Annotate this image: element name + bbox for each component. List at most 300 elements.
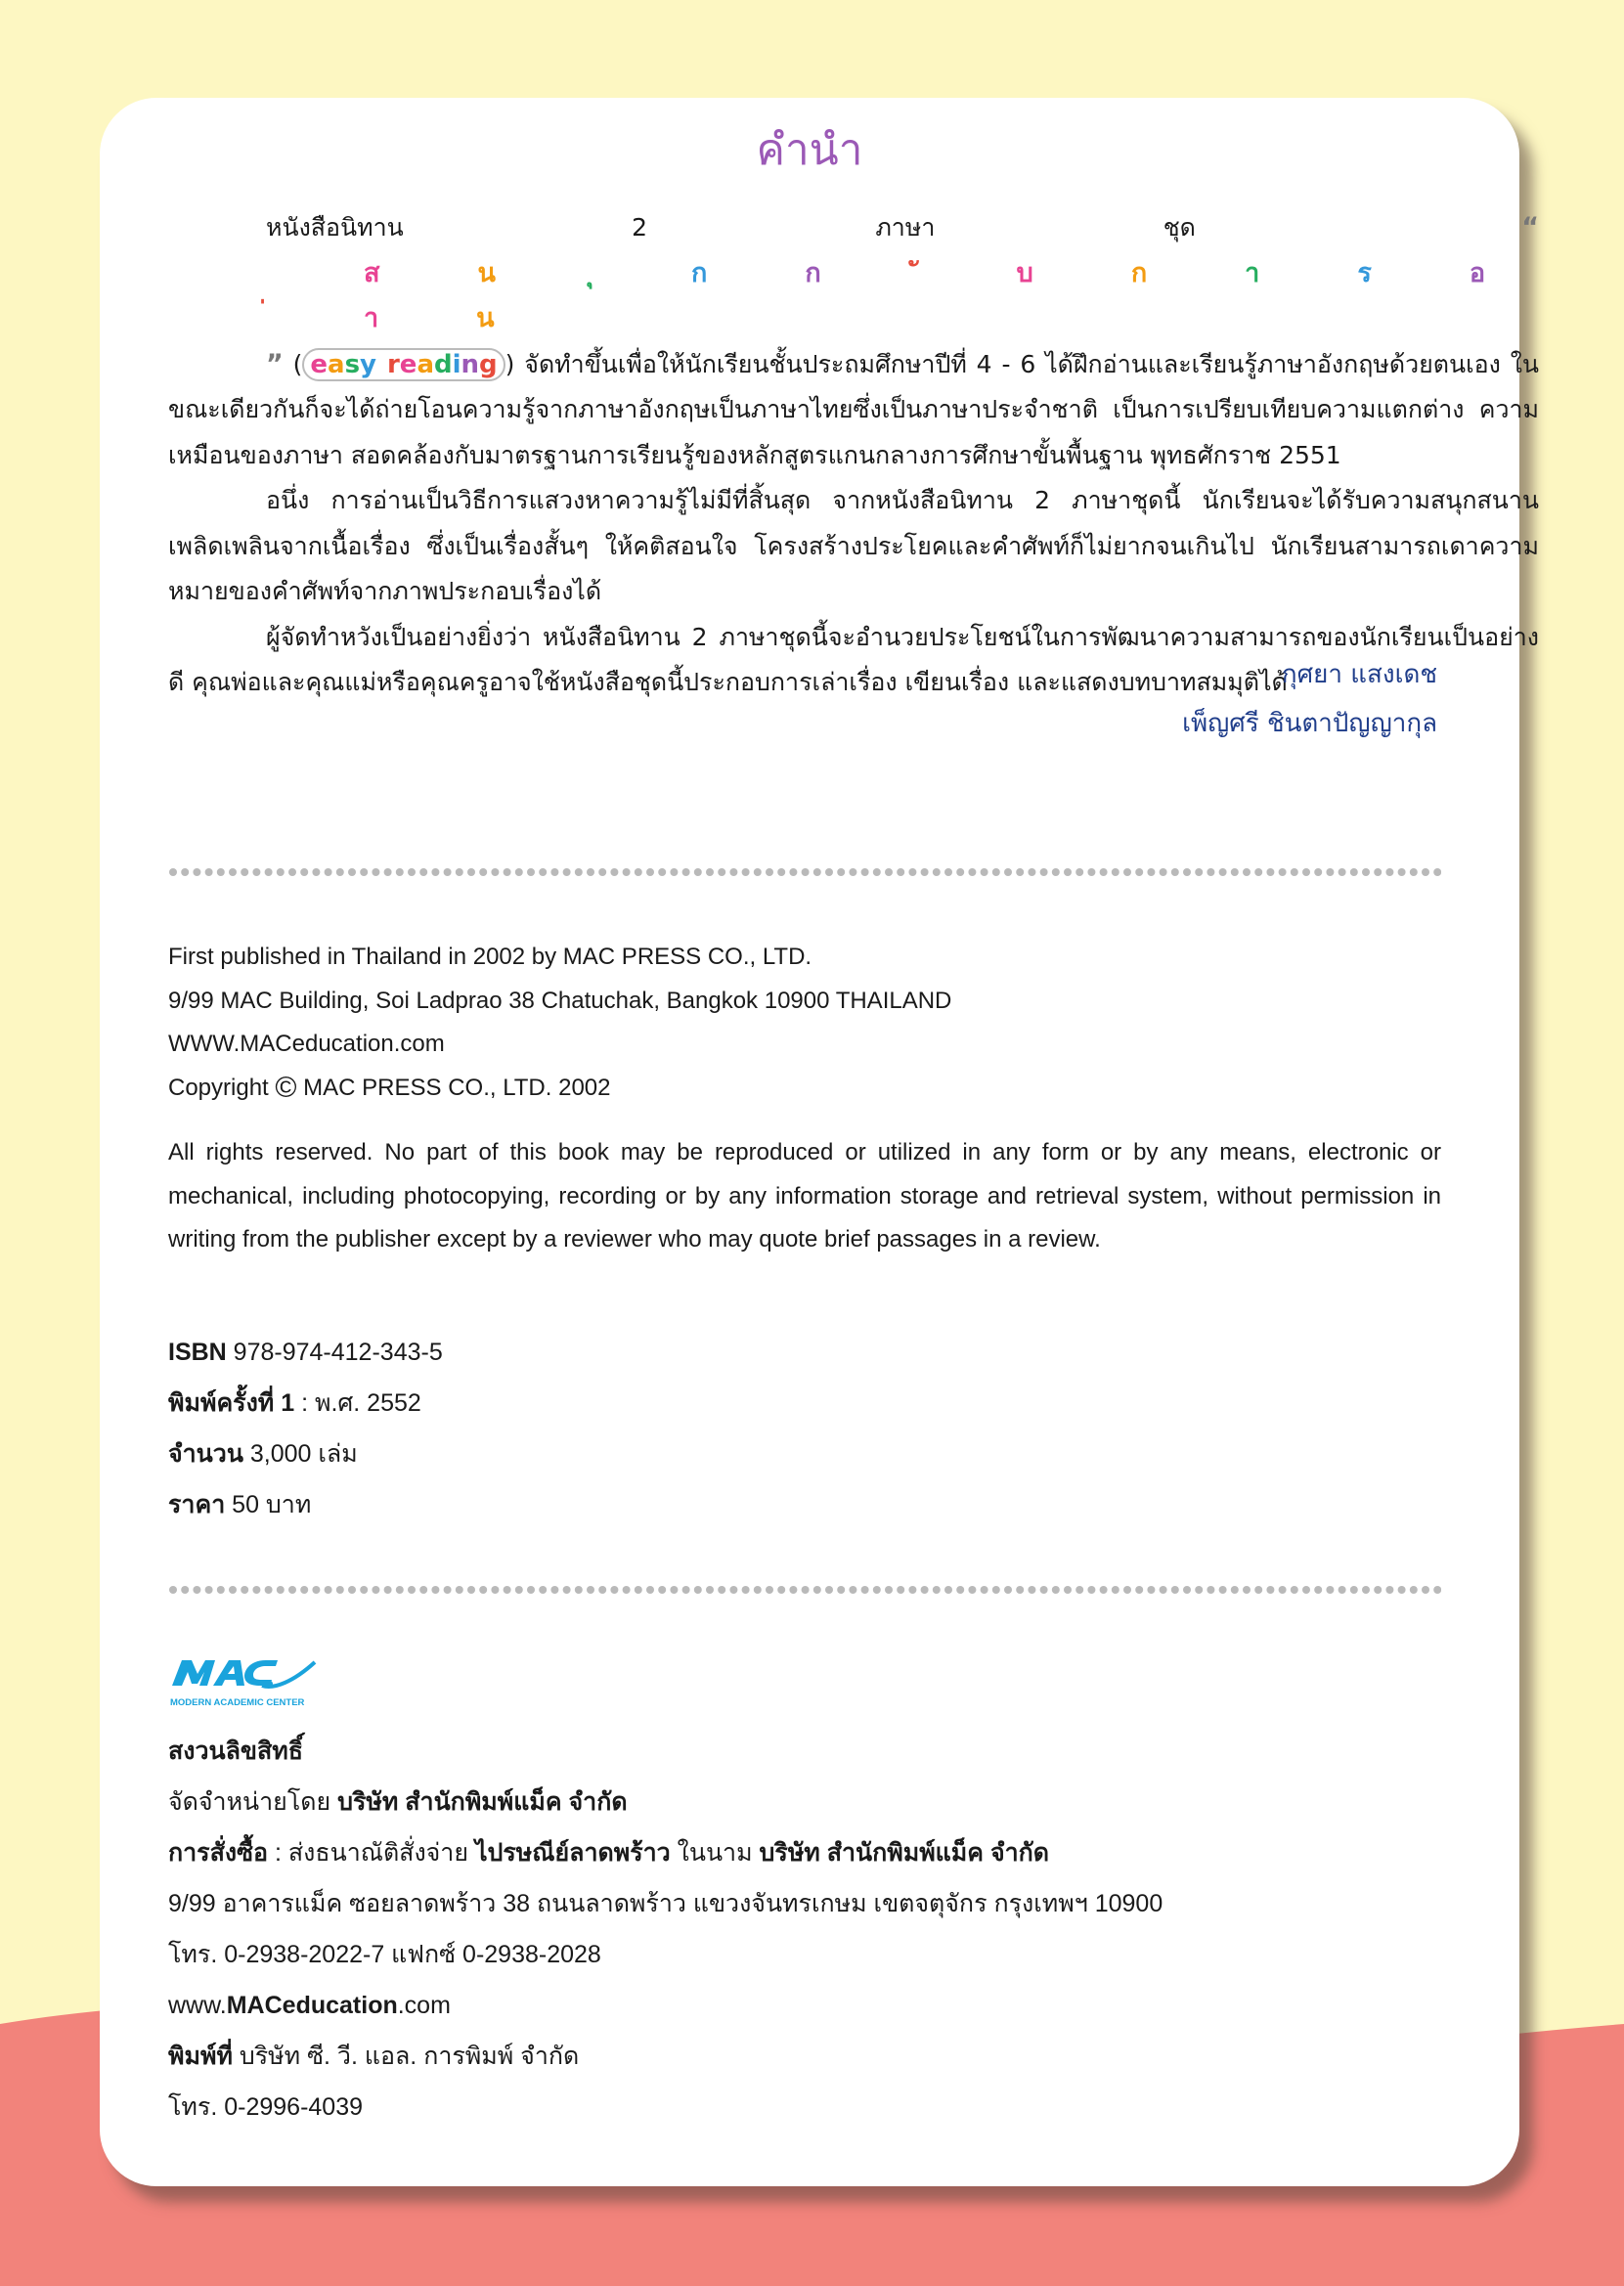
divider-dot bbox=[348, 868, 356, 876]
divider-dot bbox=[1064, 868, 1072, 876]
isbn-label: ISBN bbox=[168, 1339, 227, 1366]
divider-dot bbox=[491, 1586, 499, 1594]
series-letter: d bbox=[433, 349, 453, 379]
divider-dot bbox=[1410, 1586, 1418, 1594]
divider-dot bbox=[419, 868, 427, 876]
series-letter: n bbox=[461, 349, 480, 379]
divider-dot bbox=[1112, 868, 1119, 876]
divider-dot bbox=[550, 1586, 558, 1594]
paren-close: ) bbox=[505, 349, 525, 378]
divider-dot bbox=[515, 1586, 523, 1594]
divider-dot bbox=[444, 1586, 452, 1594]
series-letter: อ bbox=[1469, 257, 1486, 288]
divider-dot bbox=[1160, 1586, 1167, 1594]
divider-dot bbox=[515, 868, 523, 876]
divider-dot bbox=[181, 1586, 189, 1594]
divider-dot bbox=[861, 1586, 869, 1594]
divider-dot bbox=[1374, 1586, 1382, 1594]
order-line bbox=[168, 1827, 1163, 1878]
divider-dot bbox=[766, 1586, 773, 1594]
divider-dot bbox=[1291, 1586, 1298, 1594]
series-letter: ก bbox=[1130, 257, 1148, 288]
copyright-label: Copyright bbox=[168, 1074, 269, 1101]
divider-dot bbox=[777, 868, 785, 876]
order-text: : ส่งธนาณัติสั่งจ่าย bbox=[268, 1839, 475, 1867]
divider-dot bbox=[635, 1586, 642, 1594]
divider-dot bbox=[1398, 1586, 1406, 1594]
divider-dot bbox=[956, 1586, 964, 1594]
divider-dot bbox=[288, 1586, 296, 1594]
divider-dot bbox=[1314, 868, 1322, 876]
divider-dot bbox=[1422, 868, 1429, 876]
divider-dot bbox=[742, 868, 750, 876]
divider-dot bbox=[897, 1586, 904, 1594]
divider-dot bbox=[1243, 1586, 1251, 1594]
divider-dot bbox=[742, 1586, 750, 1594]
preface bbox=[168, 205, 1539, 706]
distributor-line bbox=[168, 1777, 1163, 1827]
divider-dot bbox=[706, 868, 714, 876]
divider-dot bbox=[1433, 1586, 1441, 1594]
divider-dot bbox=[610, 868, 618, 876]
divider-dot bbox=[1195, 1586, 1203, 1594]
divider-dot bbox=[646, 1586, 654, 1594]
reserved-label: สงวนลิขสิทธิ์ bbox=[168, 1737, 304, 1765]
divider-dot bbox=[813, 868, 821, 876]
divider-dot bbox=[1231, 868, 1239, 876]
divider-dot bbox=[802, 868, 810, 876]
copyright-line bbox=[168, 1067, 1441, 1111]
divider-dot bbox=[1052, 868, 1060, 876]
divider-dot bbox=[360, 868, 368, 876]
divider-dot bbox=[1123, 1586, 1131, 1594]
web-prefix: www. bbox=[168, 1992, 227, 2019]
divider-dot bbox=[1075, 868, 1083, 876]
divider-dot bbox=[1314, 1586, 1322, 1594]
series-letter: a bbox=[417, 349, 434, 379]
divider-dot bbox=[1266, 868, 1274, 876]
series-name-text bbox=[168, 251, 1539, 342]
reserved-line bbox=[168, 1726, 1163, 1777]
divider-dot bbox=[718, 868, 725, 876]
divider-dot bbox=[623, 868, 631, 876]
divider-dot bbox=[908, 868, 916, 876]
divider-dot bbox=[336, 868, 344, 876]
series-letter: ร bbox=[1357, 257, 1372, 288]
divider-dot bbox=[300, 1586, 308, 1594]
divider-dot bbox=[981, 868, 988, 876]
divider-dot bbox=[1422, 1586, 1429, 1594]
divider-dot bbox=[813, 1586, 821, 1594]
divider-dot bbox=[1374, 868, 1382, 876]
price-value: 50 บาท bbox=[225, 1491, 312, 1518]
divider-dot bbox=[384, 868, 392, 876]
divider-dot bbox=[479, 868, 487, 876]
series-letter: y bbox=[360, 349, 376, 379]
divider-dot bbox=[933, 868, 941, 876]
page-card bbox=[100, 98, 1540, 2186]
series-letter: า bbox=[1245, 257, 1260, 288]
quote-open: “ bbox=[1521, 212, 1539, 242]
divider-dot bbox=[766, 868, 773, 876]
divider-dot bbox=[444, 868, 452, 876]
website-line bbox=[168, 1980, 1163, 2031]
divider-dot bbox=[1219, 1586, 1227, 1594]
divider-dot bbox=[527, 868, 535, 876]
divider-dot bbox=[1350, 1586, 1358, 1594]
quantity-line bbox=[168, 1429, 443, 1479]
divider-dot bbox=[992, 1586, 1000, 1594]
divider-dot bbox=[1135, 1586, 1143, 1594]
divider-dot bbox=[527, 1586, 535, 1594]
copyright-holder: MAC PRESS CO., LTD. 2002 bbox=[303, 1074, 611, 1101]
divider-dot bbox=[539, 868, 547, 876]
copyright-icon: © bbox=[275, 1071, 297, 1104]
divider-dot bbox=[325, 1586, 332, 1594]
divider-dot bbox=[550, 868, 558, 876]
divider-dot bbox=[575, 868, 583, 876]
divider-dot bbox=[1362, 1586, 1370, 1594]
paren-open: ( bbox=[283, 349, 303, 378]
divider-dot bbox=[789, 868, 797, 876]
divider-dot bbox=[396, 1586, 404, 1594]
series-letter bbox=[821, 251, 919, 297]
signer-1: กุศยา แสงเดช bbox=[1281, 660, 1437, 689]
divider-dot bbox=[873, 868, 881, 876]
quote-close: ” bbox=[266, 348, 284, 379]
divider-dot bbox=[1219, 868, 1227, 876]
divider-dot bbox=[789, 1586, 797, 1594]
divider-dot bbox=[504, 1586, 511, 1594]
divider-dot bbox=[1243, 868, 1251, 876]
divider-dot bbox=[563, 1586, 571, 1594]
divider-dot bbox=[1302, 1586, 1310, 1594]
divider-dot bbox=[825, 1586, 833, 1594]
divider-dot bbox=[598, 1586, 606, 1594]
printer-label: พิมพ์ที่ bbox=[168, 2043, 233, 2070]
series-letter: น bbox=[477, 257, 496, 288]
price-label: ราคา bbox=[168, 1491, 226, 1518]
divider-dot bbox=[1291, 868, 1298, 876]
divider-dot bbox=[1254, 1586, 1262, 1594]
divider-dot bbox=[1147, 868, 1155, 876]
divider-dot bbox=[729, 868, 737, 876]
divider-dot bbox=[968, 1586, 976, 1594]
divider-dot bbox=[1207, 1586, 1214, 1594]
divider-dot bbox=[1326, 868, 1334, 876]
pub-line-2: 9/99 MAC Building, Soi Ladprao 38 Chatuchak, Bangkok 10900 THAILAND bbox=[168, 987, 952, 1014]
divider-dot bbox=[1231, 1586, 1239, 1594]
book-meta bbox=[168, 1327, 443, 1530]
web-bold: MACeducation bbox=[226, 1992, 398, 2019]
divider-dot bbox=[193, 868, 200, 876]
divider-dot bbox=[1183, 868, 1191, 876]
series-letter: ก bbox=[805, 257, 821, 288]
divider-dot bbox=[1123, 868, 1131, 876]
order-mid: ในนาม bbox=[670, 1839, 760, 1867]
divider-dot bbox=[277, 868, 285, 876]
divider-dot bbox=[1254, 868, 1262, 876]
divider-dot bbox=[456, 1586, 463, 1594]
divider-dot bbox=[1028, 1586, 1035, 1594]
divider-dot bbox=[646, 868, 654, 876]
divider-dot bbox=[1433, 868, 1441, 876]
divider-dot bbox=[837, 1586, 845, 1594]
publication-info bbox=[168, 936, 1441, 1110]
edition-label: พิมพ์ครั้งที่ 1 bbox=[168, 1389, 295, 1417]
divider-dot bbox=[1016, 868, 1024, 876]
divider-dot bbox=[169, 868, 177, 876]
divider-dot bbox=[325, 868, 332, 876]
divider-dot bbox=[1135, 868, 1143, 876]
divider-dot bbox=[229, 1586, 237, 1594]
divider-dot bbox=[575, 1586, 583, 1594]
preface-paragraph-2: อนึ่ง การอ่านเป็นวิธีการแสวงหาความรู้ไม่มีที่สิ้นสุด จากหนังสือนิทาน 2 ภาษาชุดนี้ นักเรียนจะได้รับความสนุกสนานเพลิดเพลินจากเนื้อเรื่อง ซึ่งเป็นเรื่องสั้นๆ ให้คติสอนใจ โครงสร้างประโยคและคำศัพท์ก็ไม่ยากจนเกินไป นักเรียนสามารถเดาความหมายของคำศัพท์จากภาพประกอบเรื่องได้ bbox=[168, 486, 1539, 605]
divider-dot bbox=[944, 868, 952, 876]
divider-dot bbox=[754, 1586, 762, 1594]
divider-dot bbox=[241, 1586, 248, 1594]
divider-dot bbox=[456, 868, 463, 876]
divider-dot bbox=[336, 1586, 344, 1594]
divider-dot bbox=[921, 868, 929, 876]
mac-logo bbox=[168, 1652, 321, 1713]
divider-dot bbox=[706, 1586, 714, 1594]
divider-dot bbox=[563, 868, 571, 876]
divider-dot bbox=[252, 868, 260, 876]
printer-phone-line: โทร. 0-2996-4039 bbox=[168, 2093, 364, 2121]
divider-dot bbox=[992, 868, 1000, 876]
divider-dot bbox=[1040, 1586, 1048, 1594]
divider-dot bbox=[610, 1586, 618, 1594]
divider-dot bbox=[360, 1586, 368, 1594]
divider-dot bbox=[802, 1586, 810, 1594]
divider-dot bbox=[312, 1586, 320, 1594]
divider-dot bbox=[1112, 1586, 1119, 1594]
series-letter bbox=[168, 296, 266, 342]
divider-dot bbox=[1385, 868, 1393, 876]
printer-line bbox=[168, 2031, 1163, 2082]
series-letter: ส bbox=[364, 257, 380, 288]
divider-dot bbox=[396, 868, 404, 876]
pub-line-1: First published in Thailand in 2002 by MAC PRESS CO., LTD. bbox=[168, 944, 812, 970]
divider-dot bbox=[682, 868, 690, 876]
divider-dot bbox=[241, 868, 248, 876]
divider-dot bbox=[265, 1586, 273, 1594]
divider-dot bbox=[908, 1586, 916, 1594]
distributor-name: บริษัท สำนักพิมพ์แม็ค จำกัด bbox=[337, 1788, 628, 1816]
divider-dot bbox=[1339, 868, 1346, 876]
series-letter: e bbox=[310, 349, 329, 379]
series-letter: a bbox=[328, 349, 345, 379]
divider-dot bbox=[933, 1586, 941, 1594]
divider-dot bbox=[885, 1586, 893, 1594]
divider-dot bbox=[729, 1586, 737, 1594]
isbn-value: 978-974-412-343-5 bbox=[226, 1339, 443, 1366]
divider-dot bbox=[169, 1586, 177, 1594]
order-label: การสั่งซื้อ bbox=[168, 1839, 269, 1867]
divider-dot bbox=[1160, 868, 1167, 876]
divider-dot bbox=[956, 868, 964, 876]
contact-info bbox=[168, 1726, 1163, 2132]
divider-dot bbox=[921, 1586, 929, 1594]
divider-dot bbox=[1052, 1586, 1060, 1594]
divider-dot bbox=[431, 1586, 439, 1594]
series-letter: e bbox=[399, 349, 417, 379]
divider-dot bbox=[1147, 1586, 1155, 1594]
pub-website: WWW.MACeducation.com bbox=[168, 1031, 445, 1057]
divider-dot bbox=[217, 1586, 225, 1594]
divider-dot bbox=[193, 1586, 200, 1594]
series-letter: g bbox=[479, 349, 498, 379]
series-english-badge bbox=[302, 348, 505, 381]
divider-dot bbox=[694, 1586, 702, 1594]
divider-dot bbox=[372, 868, 379, 876]
page-title: คำนำ bbox=[756, 125, 863, 175]
divider-dot bbox=[658, 868, 666, 876]
series-letter bbox=[496, 251, 593, 297]
divider-dot bbox=[968, 868, 976, 876]
divider-dot bbox=[205, 868, 213, 876]
divider-dot bbox=[1302, 868, 1310, 876]
divider-dot bbox=[539, 1586, 547, 1594]
divider-dot bbox=[181, 868, 189, 876]
divider-dot bbox=[1195, 868, 1203, 876]
series-letter bbox=[376, 350, 387, 379]
divider-dot bbox=[205, 1586, 213, 1594]
divider-dot bbox=[1350, 868, 1358, 876]
logo-subtitle: MODERN ACADEMIC CENTER bbox=[170, 1697, 305, 1708]
dotted-divider bbox=[168, 867, 1441, 877]
series-letter: น bbox=[476, 303, 495, 333]
divider-dot bbox=[1016, 1586, 1024, 1594]
divider-dot bbox=[431, 868, 439, 876]
divider-dot bbox=[300, 868, 308, 876]
divider-dot bbox=[1326, 1586, 1334, 1594]
divider-dot bbox=[491, 868, 499, 876]
divider-dot bbox=[885, 868, 893, 876]
divider-dot bbox=[1385, 1586, 1393, 1594]
divider-dot bbox=[265, 868, 273, 876]
divider-dot bbox=[1075, 1586, 1083, 1594]
divider-dot bbox=[1362, 868, 1370, 876]
signers bbox=[1182, 650, 1437, 748]
divider-dot bbox=[1087, 1586, 1095, 1594]
divider-dot bbox=[467, 868, 475, 876]
divider-dot bbox=[1398, 868, 1406, 876]
order-post: ไปรษณีย์ลาดพร้าว bbox=[474, 1839, 671, 1867]
divider-dot bbox=[1207, 868, 1214, 876]
divider-dot bbox=[277, 1586, 285, 1594]
isbn-line bbox=[168, 1327, 443, 1378]
edition-line bbox=[168, 1378, 443, 1429]
p1-start: หนังสือนิทาน 2 ภาษา ชุด bbox=[266, 213, 1425, 242]
series-letter: า bbox=[364, 303, 379, 333]
quantity-value: 3,000 เล่ม bbox=[242, 1440, 358, 1468]
divider-dot bbox=[408, 1586, 416, 1594]
divider-dot bbox=[1064, 1586, 1072, 1594]
divider-dot bbox=[348, 1586, 356, 1594]
divider-dot bbox=[849, 868, 856, 876]
printer-value: บริษัท ซี. วี. แอล. การพิมพ์ จำกัด bbox=[232, 2043, 580, 2070]
divider-dot bbox=[1028, 868, 1035, 876]
phone-line: โทร. 0-2938-2022-7 แฟกซ์ 0-2938-2028 bbox=[168, 1941, 601, 1968]
divider-dot bbox=[479, 1586, 487, 1594]
series-letter: s bbox=[344, 349, 361, 379]
divider-dot bbox=[1279, 1586, 1287, 1594]
rights-statement: All rights reserved. No part of this book may be reproduced or utilized in any form or by any means, electronic or mechanical, including photocopying, recording or by any information storage and retrieval system, without permission in writing from the publisher except by a reviewer who may quote brief passages in a review. bbox=[168, 1139, 1441, 1253]
divider-dot bbox=[1266, 1586, 1274, 1594]
series-letter: i bbox=[452, 349, 461, 379]
series-letter: r bbox=[386, 349, 400, 379]
divider-dot bbox=[587, 868, 594, 876]
divider-dot bbox=[1004, 1586, 1012, 1594]
divider-dot bbox=[861, 868, 869, 876]
preface-paragraph-3: ผู้จัดทำหวังเป็นอย่างยิ่งว่า หนังสือนิทาน 2 ภาษาชุดนี้จะอำนวยประโยชน์ในการพัฒนาความสามารถของนักเรียนเป็นอย่างดี คุณพ่อและคุณแม่หรือคุณครูอาจใช้หนังสือชุดนี้ประกอบการเล่าเรื่อง เขียนเรื่อง และแสดงบทบาทสมมุติได้ bbox=[168, 622, 1539, 696]
divider-dot bbox=[312, 868, 320, 876]
order-company: บริษัท สำนักพิมพ์แม็ค จำกัด bbox=[759, 1839, 1049, 1867]
divider-dot bbox=[1100, 1586, 1108, 1594]
divider-dot bbox=[897, 868, 904, 876]
divider-dot bbox=[981, 1586, 988, 1594]
p1-rest: จัดทำขึ้นเพื่อให้นักเรียนชั้นประถมศึกษาปีที่ 4 - 6 ได้ฝึกอ่านและเรียนรู้ภาษาอังกฤษด้วยตนเอง ในขณะเดียวกันก็จะได้ถ่ายโอนความรู้จากภาษาอังกฤษเป็นภาษาไทยซึ่งเป็นภาษาประจำชาติ เป็นการเปรียบเทียบความแตกต่าง ความเหมือนของภาษา สอดคล้องกับมาตรฐานการเรียนรู้ของหลักสูตรแกนกลางการศึกษาขั้นพื้นฐาน พุทธศักราช 2551 bbox=[168, 349, 1540, 469]
divider-dot bbox=[288, 868, 296, 876]
divider-dot bbox=[1171, 868, 1179, 876]
divider-dot bbox=[1087, 868, 1095, 876]
divider-dot bbox=[504, 868, 511, 876]
divider-dot bbox=[598, 868, 606, 876]
divider-dot bbox=[587, 1586, 594, 1594]
divider-dot bbox=[384, 1586, 392, 1594]
distributor-prefix: จัดจำหน่ายโดย bbox=[168, 1788, 338, 1816]
divider-dot bbox=[1410, 868, 1418, 876]
edition-value: : พ.ศ. 2552 bbox=[294, 1389, 421, 1417]
price-line bbox=[168, 1479, 443, 1530]
divider-dot bbox=[372, 1586, 379, 1594]
dotted-divider bbox=[168, 1585, 1441, 1595]
divider-dot bbox=[694, 868, 702, 876]
divider-dot bbox=[873, 1586, 881, 1594]
divider-dot bbox=[419, 1586, 427, 1594]
divider-dot bbox=[408, 868, 416, 876]
divider-dot bbox=[1004, 868, 1012, 876]
divider-dot bbox=[718, 1586, 725, 1594]
divider-dot bbox=[670, 1586, 678, 1594]
signer-2: เพ็ญศรี ชินตาปัญญากุล bbox=[1182, 709, 1437, 738]
divider-dot bbox=[1279, 868, 1287, 876]
divider-dot bbox=[658, 1586, 666, 1594]
divider-dot bbox=[944, 1586, 952, 1594]
divider-dot bbox=[777, 1586, 785, 1594]
web-suffix: .com bbox=[397, 1992, 451, 2019]
divider-dot bbox=[467, 1586, 475, 1594]
preface-paragraph-1 bbox=[168, 205, 1539, 478]
quantity-label: จำนวน bbox=[168, 1440, 243, 1468]
divider-dot bbox=[754, 868, 762, 876]
divider-dot bbox=[670, 868, 678, 876]
divider-dot bbox=[1100, 868, 1108, 876]
divider-dot bbox=[1183, 1586, 1191, 1594]
divider-dot bbox=[837, 868, 845, 876]
divider-dot bbox=[252, 1586, 260, 1594]
divider-dot bbox=[1171, 1586, 1179, 1594]
divider-dot bbox=[1339, 1586, 1346, 1594]
divider-dot bbox=[682, 1586, 690, 1594]
series-letter: ก bbox=[690, 257, 708, 288]
divider-dot bbox=[217, 868, 225, 876]
address-line: 9/99 อาคารแม็ค ซอยลาดพร้าว 38 ถนนลาดพร้าว แขวงจันทรเกษม เขตจตุจักร กรุงเทพฯ 10900 bbox=[168, 1890, 1163, 1917]
divider-dot bbox=[1040, 868, 1048, 876]
divider-dot bbox=[623, 1586, 631, 1594]
